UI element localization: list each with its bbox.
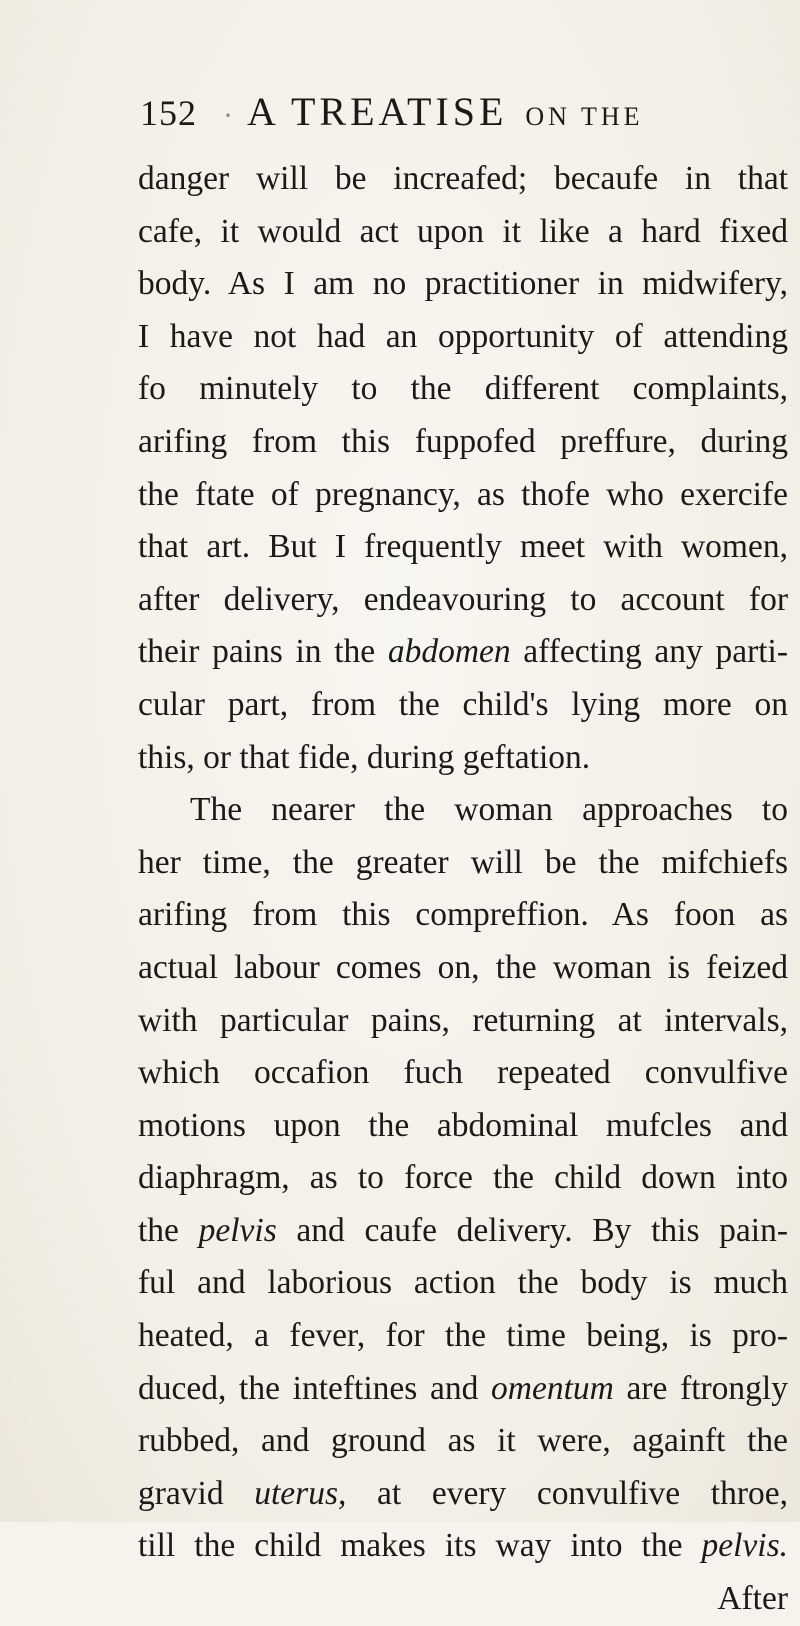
text-line <box>138 1205 788 1258</box>
catchword: After <box>717 1580 788 1618</box>
text-line <box>138 995 788 1048</box>
text-line <box>138 521 788 574</box>
text-run: that art. But I frequently meet with women, <box>138 528 788 566</box>
text-run: fo minutely to the different complaints, <box>138 370 788 408</box>
text-line <box>138 942 788 995</box>
text-run: the <box>138 1211 199 1249</box>
text-run: danger will be increafed; becaufe in that <box>138 160 788 197</box>
text-run: diaphragm, as to force the child down into <box>138 1159 788 1197</box>
text-run: motions upon the abdominal mufcles and <box>138 1106 788 1144</box>
text-run: gravid <box>138 1474 255 1512</box>
text-run: ful and laborious action the body is much <box>138 1264 788 1302</box>
text-line <box>138 153 788 206</box>
text-run: The nearer the woman approaches to <box>190 791 788 829</box>
text-line <box>138 1415 788 1468</box>
text-run: her time, the greater will be the mifchiefs <box>138 843 788 881</box>
text-line <box>138 1257 788 1310</box>
text-run: arifing from this fuppofed preffure, during <box>138 422 788 460</box>
text-line <box>138 1363 788 1416</box>
text-run: this, or that fide, during geftation. <box>138 738 591 776</box>
text-line <box>138 784 788 837</box>
text-line <box>138 1100 788 1153</box>
text-run: rubbed, and ground as it were, againft the <box>138 1422 788 1460</box>
text-run: their pains in the <box>138 633 388 671</box>
text-run: after delivery, endeavouring to account for <box>138 580 788 618</box>
text-run: actual labour comes on, the woman is feized <box>138 948 788 986</box>
text-line <box>138 626 788 679</box>
text-run: at every convulfive throe, <box>346 1474 788 1512</box>
italic-term: abdomen <box>387 633 511 671</box>
text-run: and caufe delivery. By this pain- <box>276 1211 788 1249</box>
page-number: 152 <box>140 93 197 133</box>
italic-term: uterus, <box>254 1474 347 1512</box>
text-run: body. As I am no practitioner in midwifery, <box>138 265 788 303</box>
text-line <box>138 1520 788 1573</box>
text-line <box>138 679 788 732</box>
running-head-bullet: · <box>223 99 233 132</box>
text-run: I have not had an opportunity of attending <box>138 317 788 355</box>
text-line <box>138 469 788 522</box>
text-line <box>138 206 788 259</box>
text-run: are ftrongly <box>613 1369 788 1407</box>
text-run: arifing from this compreffion. As foon as <box>138 896 788 934</box>
text-line <box>138 889 788 942</box>
text-run: duced, the inteftines and <box>138 1369 492 1407</box>
text-line <box>138 1468 788 1521</box>
text-line <box>138 363 788 416</box>
text-line <box>138 258 788 311</box>
text-line <box>138 574 788 627</box>
text-run: cular part, from the child's lying more on <box>138 685 788 723</box>
italic-term: omentum <box>491 1369 614 1407</box>
text-run: which occafion fuch repeated convulfive <box>138 1054 788 1092</box>
text-line <box>138 1047 788 1100</box>
text-line <box>138 1310 788 1363</box>
running-head <box>140 88 644 148</box>
italic-term: pelvis <box>198 1211 277 1249</box>
text-lines <box>138 153 788 1573</box>
text-line <box>138 311 788 364</box>
text-line <box>138 416 788 469</box>
text-run: heated, a fever, for the time being, is pro- <box>138 1317 788 1355</box>
text-run: affecting any parti- <box>510 633 789 671</box>
text-run: with particular pains, returning at intervals, <box>138 1001 788 1039</box>
running-head-subtitle: ON THE <box>525 102 644 131</box>
body-text <box>138 153 788 1626</box>
italic-term: pelvis. <box>701 1527 788 1565</box>
text-line <box>138 732 788 785</box>
running-head-title: A TREATISE <box>247 89 508 134</box>
text-line <box>138 837 788 890</box>
text-run: the ftate of pregnancy, as thofe who exercife <box>138 475 788 513</box>
text-run: till the child makes its way into the <box>138 1527 702 1565</box>
text-run: cafe, it would act upon it like a hard fixed <box>138 212 788 250</box>
text-line <box>138 1152 788 1205</box>
